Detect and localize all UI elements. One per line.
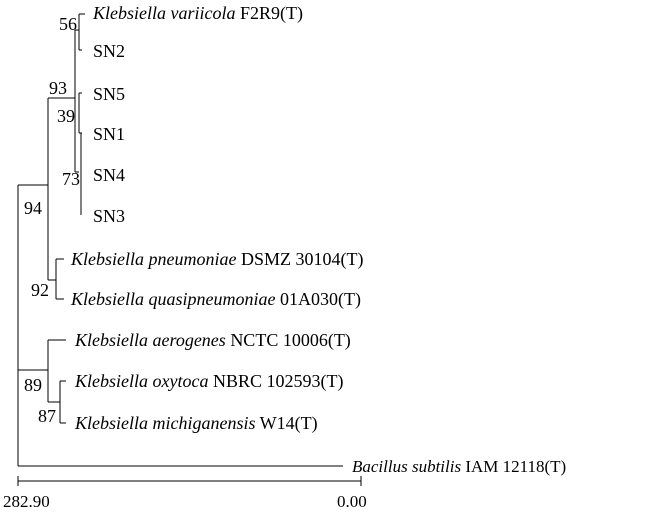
bootstrap-87: 87 [38, 406, 56, 426]
bootstrap-89: 89 [24, 375, 42, 395]
scale-bar-left-label: 282.90 [3, 492, 50, 511]
leaf-klebsiella-oxytoca: Klebsiella oxytoca NBRC 102593(T) [75, 371, 344, 391]
bootstrap-94: 94 [24, 198, 42, 218]
bootstrap-39: 39 [57, 106, 75, 126]
leaf-klebsiella-variicola: Klebsiella variicola F2R9(T) [93, 3, 303, 23]
leaf-sn4: SN4 [93, 165, 126, 185]
bootstrap-73: 73 [62, 169, 80, 189]
leaf-klebsiella-aerogenes: Klebsiella aerogenes NCTC 10006(T) [75, 330, 351, 350]
leaf-sn5: SN5 [93, 84, 126, 104]
scale-bar [3, 476, 367, 511]
leaf-bacillus-subtilis: Bacillus subtilis IAM 12118(T) [352, 457, 567, 476]
leaf-sn1: SN1 [93, 124, 126, 144]
bootstrap-56: 56 [59, 14, 77, 34]
scale-bar-right-label: 0.00 [337, 492, 367, 511]
leaf-klebsiella-michiganensis: Klebsiella michiganensis W14(T) [75, 413, 318, 433]
leaf-labels [70, 3, 566, 476]
leaf-klebsiella-quasipneumoniae: Klebsiella quasipneumoniae 01A030(T) [71, 289, 361, 309]
leaf-sn3: SN3 [93, 206, 126, 226]
bootstrap-93: 93 [49, 78, 67, 98]
leaf-sn2: SN2 [93, 41, 126, 61]
bootstrap-92: 92 [31, 280, 49, 300]
leaf-klebsiella-pneumoniae: Klebsiella pneumoniae DSMZ 30104(T) [71, 249, 364, 269]
bootstrap-values [24, 14, 80, 426]
